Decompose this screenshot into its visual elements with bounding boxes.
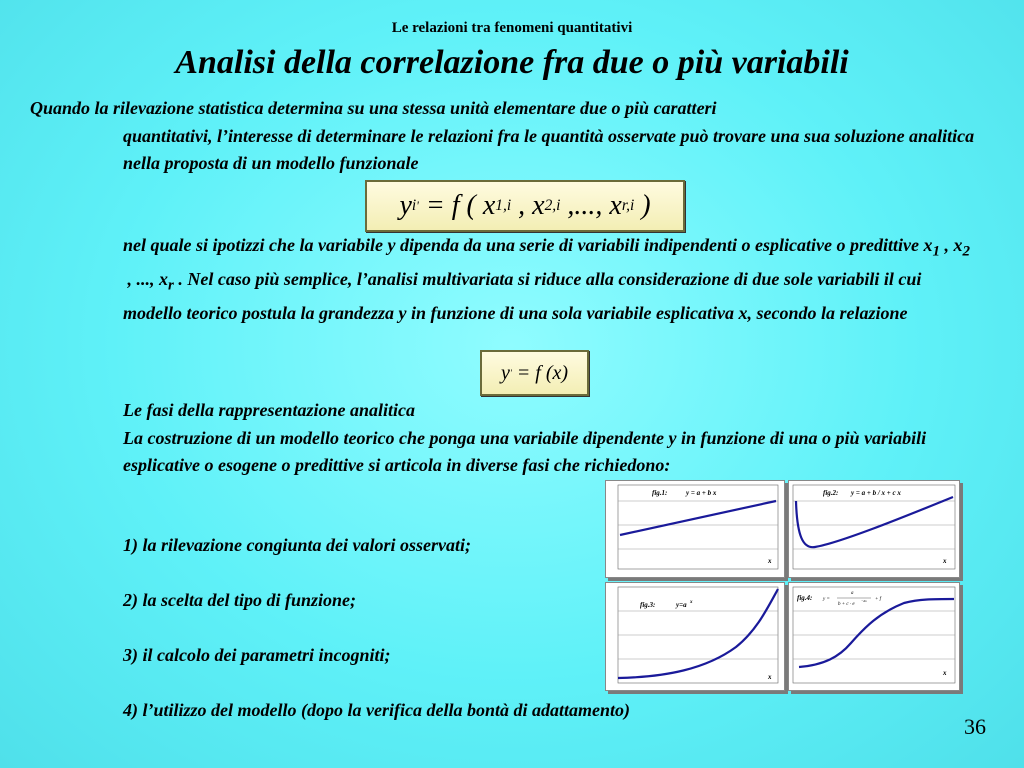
- formula1-lhs-sup: ': [416, 198, 419, 213]
- fig4-label: fig.4:: [797, 594, 813, 602]
- formula1-lhs: y: [399, 190, 412, 221]
- figure-hyperbolic: [788, 480, 960, 578]
- simple-model-formula: [480, 350, 589, 396]
- plot-area: [618, 485, 778, 569]
- fig2-label: fig.2:: [823, 489, 839, 497]
- fig3-equation-exponent: x: [690, 600, 693, 605]
- general-model-formula: [365, 180, 685, 232]
- formula1-eq: = f ( x: [418, 190, 496, 221]
- para2-text-c: , ..., x: [123, 269, 168, 290]
- formula1-lhs-sub: i: [411, 197, 417, 214]
- fig2-xlabel: x: [943, 557, 947, 565]
- fig3-xlabel: x: [768, 673, 772, 681]
- fig4-eq-tail: + f: [875, 597, 882, 602]
- fig4-xlabel: x: [943, 669, 947, 677]
- fig4-eq-lhs: y =: [823, 597, 830, 602]
- model-description-paragraph: [123, 232, 983, 328]
- fig1-equation: y = a + b x: [686, 489, 717, 497]
- para2-subr: r: [168, 277, 174, 294]
- intro-paragraph: [30, 95, 1000, 178]
- step-item: 2) la scelta del tipo di funzione;: [123, 590, 356, 610]
- fig1-xlabel: x: [768, 557, 772, 565]
- para2-sub1: 1: [932, 243, 940, 260]
- para2-sub2: 2: [962, 243, 970, 260]
- step-item: 4) l’utilizzo del modello (dopo la verifica della bontà di adattamento): [123, 700, 630, 720]
- step-item: 1) la rilevazione congiunta dei valori osservati;: [123, 535, 471, 555]
- formula2-rhs: = f (x): [511, 361, 569, 384]
- fig4-eq-den-exp: −dx: [861, 599, 867, 603]
- para2-text-d: . Nel caso più semplice, l’analisi multivariata si riduce alla considerazione di due sole variabili il cui modello teorico postula la grandezza y in funzione di una sola variabile esplicativa x, secondo la relazione: [123, 269, 922, 324]
- formula1-sub3: r,i: [621, 197, 635, 214]
- fig1-label: fig.1:: [652, 489, 668, 497]
- para2-text-a: nel quale si ipotizzi che la variabile y dipenda da una serie di variabili indipendenti o esplicative o predittive x: [123, 235, 933, 255]
- formula1-end: ): [634, 190, 651, 221]
- step-item: 3) il calcolo dei parametri incogniti;: [123, 645, 391, 665]
- figure-logistic: [788, 582, 960, 691]
- phases-body: La costruzione di un modello teorico che ponga una variabile dipendente y in funzione di una o più variabili esplicative o esogene o predittive si articola in diverse fasi che richiedono:: [123, 427, 927, 475]
- intro-continuation: quantitativi, l’interesse di determinare le relazioni fra le quantità osservate può trovare una sua soluzione analitica nella proposta di un modello funzionale: [123, 125, 975, 173]
- intro-first-line: Quando la rilevazione statistica determina su una stessa unità elementare due o più caratteri: [30, 98, 717, 118]
- slide-supertitle: Le relazioni tra fenomeni quantitativi: [391, 20, 633, 36]
- slide-title: Analisi della correlazione fra due o più variabili: [175, 44, 849, 81]
- formula1-sub2: 2,i: [544, 197, 561, 214]
- formula1-sub1: 1,i: [495, 197, 512, 214]
- formula2-sup: ': [509, 368, 512, 378]
- phases-heading: Le fasi della rappresentazione analitica: [123, 400, 415, 420]
- figure-linear: [605, 480, 785, 578]
- fig3-equation: y=a: [676, 601, 687, 609]
- fig2-equation: y = a + b / x + c x: [851, 489, 901, 497]
- formula1-mid1: , x: [511, 190, 545, 221]
- formula1-mid2: ,..., x: [560, 190, 622, 221]
- fig4-eq-den: b + c · e: [838, 602, 855, 607]
- fig3-label: fig.3:: [640, 601, 656, 609]
- figure-exponential: [605, 582, 785, 691]
- formula2-lhs: y: [500, 361, 510, 384]
- para2-text-b: , x: [939, 235, 963, 255]
- phases-paragraph: [123, 397, 983, 480]
- fig4-eq-num: a: [851, 591, 854, 596]
- page-number: 36: [964, 714, 986, 739]
